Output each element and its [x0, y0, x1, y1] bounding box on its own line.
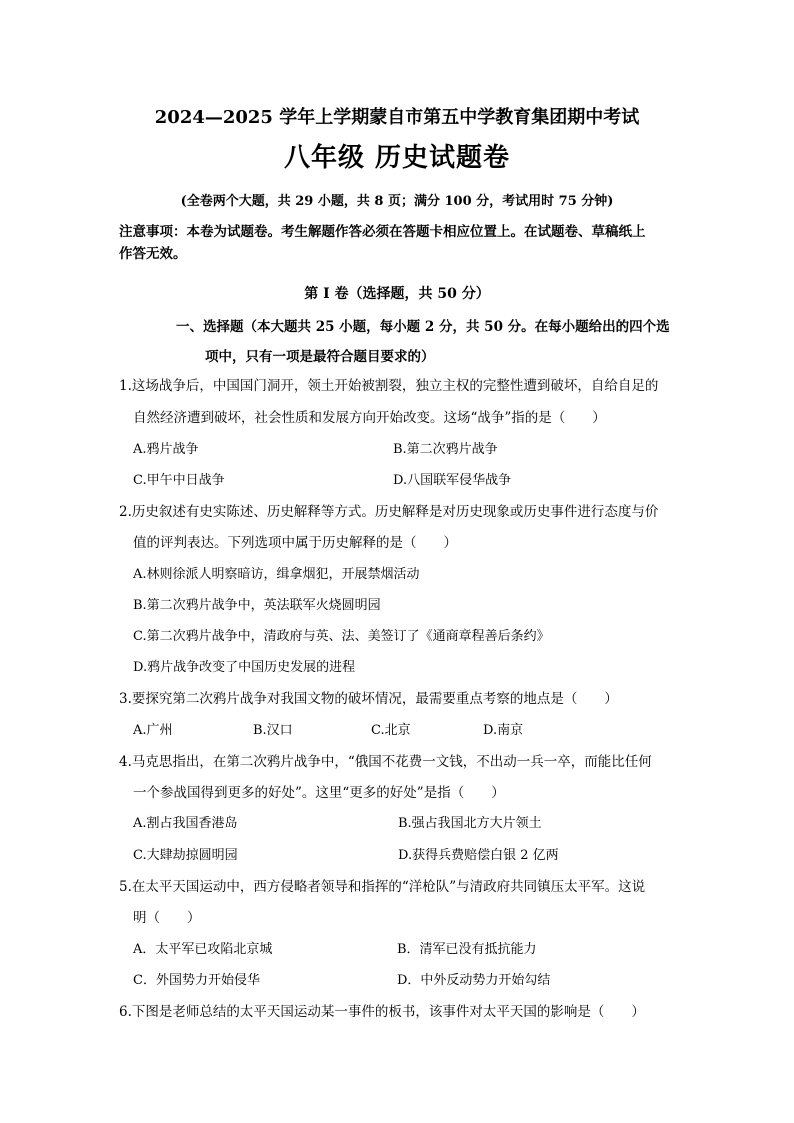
exam-title: 2024—2025 学年上学期蒙自市第五中学教育集团期中考试	[154, 107, 640, 128]
question-1-option-a: A.鸦片战争	[133, 442, 199, 457]
question-2-option-d: D.鸦片战争改变了中国历史发展的进程	[133, 660, 356, 675]
subject-title: 八年级 历史试题卷	[283, 143, 511, 173]
question-1-option-c: C.甲午中日战争	[133, 473, 225, 488]
question-3-option-b: B.汉口	[253, 723, 293, 738]
part-title: 第 I 卷（选择题，共 50 分）	[304, 286, 490, 302]
question-5-line-2: 明（ ）	[133, 910, 201, 926]
question-1-option-b: B.第二次鸦片战争	[393, 442, 498, 457]
question-5-option-c: C．外国势力开始侵华	[133, 973, 260, 988]
question-5-option-a: A．太平军已攻陷北京城	[133, 942, 273, 957]
question-5-line-1: 5.在太平天国运动中，西方侵略者领导和指挥的“洋枪队”与清政府共同镇压太平军。这说	[119, 879, 646, 895]
question-1-line-1: 1.这场战争后，中国国门洞开，领土开始被割裂，独立主权的完整性遭到破坏，自给自足的	[119, 378, 659, 394]
question-6-line-1: 6.下图是老师总结的太平天国运动某一事件的板书，该事件对太平天国的影响是（ ）	[119, 1004, 645, 1020]
section-heading-line-2: 项中，只有一项是最符合题目要求的）	[205, 349, 435, 365]
question-4-option-d: D.获得兵费赔偿白银 2 亿两	[398, 848, 559, 863]
question-2-line-1: 2.历史叙述有史实陈述、历史解释等方式。历史解释是对历史现象或历史事件进行态度与价	[119, 504, 659, 520]
question-3-option-a: A.广州	[133, 723, 173, 738]
question-3-line-1: 3.要探究第二次鸦片战争对我国文物的破坏情况，最需要重点考察的地点是（ ）	[119, 691, 618, 707]
question-4-option-b: B.强占我国北方大片领土	[398, 816, 542, 831]
question-4-line-1: 4.马克思指出，在第二次鸦片战争中，“俄国不花费一文钱，不出动一兵一卒，而能比任何	[119, 754, 652, 770]
question-2-option-b: B.第二次鸦片战争中，英法联军火烧圆明园	[133, 598, 381, 613]
question-4-line-2: 一个参战国得到更多的好处”。这里“更多的好处”是指（ ）	[133, 785, 505, 801]
notice-line-1: 注意事项：本卷为试题卷。考生解题作答必须在答题卡相应位置上。在试题卷、草稿纸上	[119, 224, 646, 240]
question-2-option-c: C.第二次鸦片战争中，清政府与英、法、美签订了《通商章程善后条约》	[133, 629, 550, 644]
question-2-option-a: A.林则徐派人明察暗访，缉拿烟犯，开展禁烟活动	[133, 567, 420, 582]
question-3-option-d: D.南京	[483, 723, 524, 738]
question-1-line-2: 自然经济遭到破坏，社会性质和发展方向开始改变。这场“战争”指的是（ ）	[133, 410, 606, 426]
question-1-option-d: D.八国联军侵华战争	[393, 473, 512, 488]
exam-info: (全卷两个大题，共 29 小题，共 8 页；满分 100 分，考试用时 75 分钟)	[180, 194, 614, 209]
question-4-option-c: C.大肆劫掠圆明园	[133, 848, 238, 863]
question-4-option-a: A.割占我国香港岛	[133, 816, 238, 831]
question-5-option-b: B．清军已没有抵抗能力	[397, 942, 537, 957]
notice-line-2: 作答无效。	[119, 246, 187, 262]
question-3-option-c: C.北京	[371, 723, 411, 738]
question-5-option-d: D．中外反动势力开始勾结	[397, 973, 551, 988]
question-2-line-2: 值的评判表达。下列选项中属于历史解释的是（ ）	[133, 535, 457, 551]
section-heading-line-1: 一、选择题（本大题共 25 小题，每小题 2 分，共 50 分。在每小题给出的四个选	[176, 319, 670, 335]
